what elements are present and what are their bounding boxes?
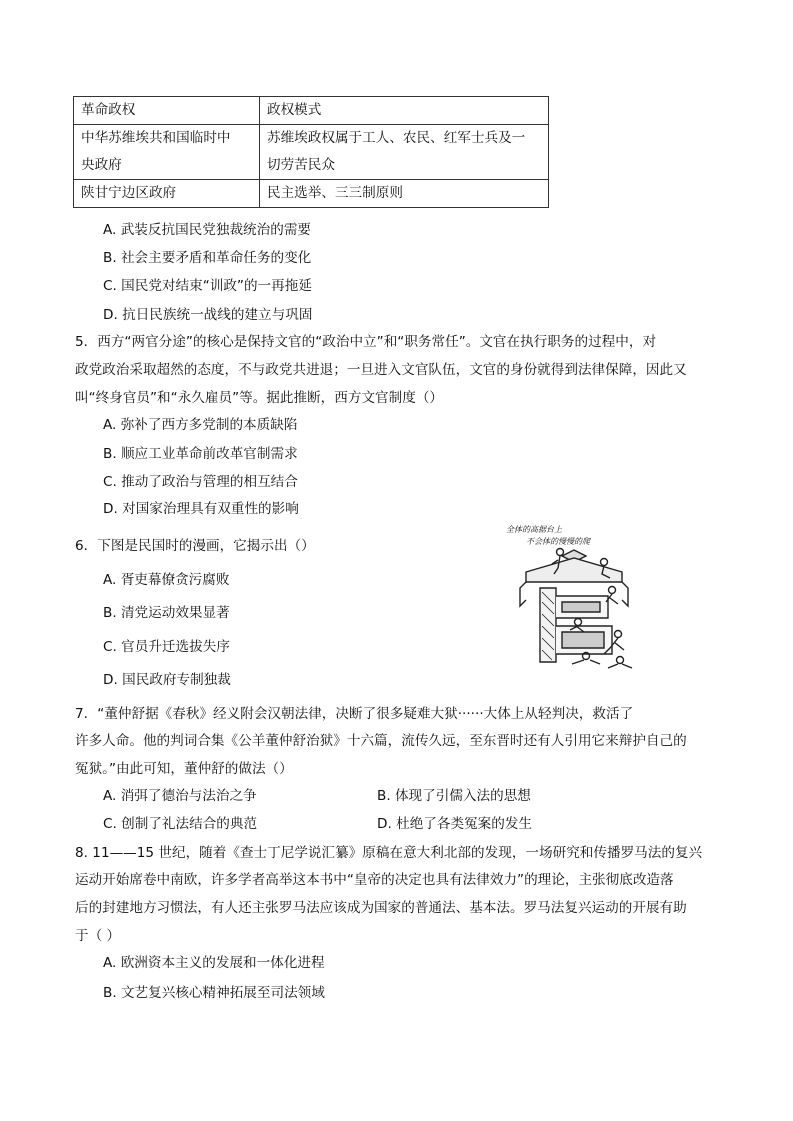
q8-option-a: A. 欧洲资本主义的发展和一体化进程 [103, 955, 325, 971]
q7-option-d: D. 杜绝了各类冤案的发生 [377, 816, 533, 832]
q7-stem-line: 冤狱。”由此可知，董仲舒的做法（） [75, 761, 293, 777]
q7-option-c: C. 创制了礼法结合的典范 [103, 816, 258, 832]
q8-stem-line: 运动开始席卷中南欧，许多学者高举这本书中“皇帝的决定也具有法律效力”的理论，主张彻底改造落 [75, 872, 674, 888]
cartoon-caption-line: 全体的高据台上 [506, 525, 562, 534]
q6-option-c: C. 官员升迁选拔失序 [103, 639, 230, 655]
q6-option-a: A. 胥吏幕僚贪污腐败 [103, 572, 230, 588]
table-row [74, 180, 549, 208]
q7-option-b: B. 体现了引儒入法的思想 [377, 788, 531, 804]
table-cell: 陕甘宁边区政府 [74, 180, 260, 208]
q4-option-c: C. 国民党对结束“训政”的一再拖延 [103, 278, 312, 294]
regime-table [73, 96, 549, 208]
q5-option-d: D. 对国家治理具有双重性的影响 [103, 501, 299, 517]
q5-stem-line: 叫“终身官员”和“永久雇员”等。据此推断，西方文官制度（） [75, 390, 444, 406]
q5-stem-line: 5．西方“两官分途”的核心是保持文官的“政治中立”和“职务常任”。文官在执行职务的过程中，对 [75, 334, 657, 350]
table-cell-line: 苏维埃政权属于工人、农民、红军士兵及一 [267, 130, 526, 146]
table-cell-line: 中华苏维埃共和国临时中 [81, 130, 231, 146]
table-cell [260, 125, 549, 180]
q5-option-b: B. 顺应工业革命前改革官制需求 [103, 446, 298, 462]
q6-option-d: D. 国民政府专制独裁 [103, 672, 231, 688]
table-header-row [74, 97, 549, 125]
q8-stem-line: 于（ ） [75, 928, 121, 944]
q6-stem: 6．下图是民国时的漫画，它揭示出（） [75, 538, 315, 554]
q8-stem-line: 8. 11——15 世纪，随着《查士丁尼学说汇纂》原稿在意大利北部的发现，一场研究和传播罗马法的复兴 [75, 845, 703, 861]
q7-option-a: A. 消弭了德治与法治之争 [103, 788, 257, 804]
q4-option-b: B. 社会主要矛盾和革命任务的变化 [103, 250, 312, 266]
table-row [74, 125, 549, 180]
cartoon-caption-line: 不会体的慢慢的爬 [526, 537, 590, 546]
q5-option-a: A. 弥补了西方多党制的本质缺陷 [103, 417, 298, 433]
table-cell-line: 央政府 [81, 157, 122, 173]
table-cell-line: 切劳苦民众 [267, 157, 335, 173]
table-header-cell: 革命政权 [74, 97, 260, 125]
official-character-drawing [500, 522, 648, 672]
q7-stem-line: 7．“董仲舒据《春秋》经义附会汉朝法律，决断了很多疑难大狱······大体上从轻判决，救活了 [75, 706, 634, 722]
table-cell [74, 125, 260, 180]
cartoon-image [500, 522, 648, 672]
q5-option-c: C. 推动了政治与管理的相互结合 [103, 474, 298, 490]
q8-option-b: B. 文艺复兴核心精神拓展至司法领域 [103, 985, 325, 1001]
q8-stem-line: 后的封建地方习惯法，有人还主张罗马法应该成为国家的普通法、基本法。罗马法复兴运动的开展有助 [75, 900, 687, 916]
q5-stem-line: 政党政治采取超然的态度，不与政党共进退；一旦进入文官队伍，文官的身份就得到法律保障，因此又 [75, 362, 687, 378]
q4-option-d: D. 抗日民族统一战线的建立与巩固 [103, 307, 313, 323]
table-cell: 民主选举、三三制原则 [260, 180, 549, 208]
table-header-cell: 政权模式 [260, 97, 549, 125]
q7-stem-line: 许多人命。他的判词合集《公羊董仲舒治狱》十六篇，流传久远，至东晋时还有人引用它来辩护自己的 [75, 733, 687, 749]
q6-option-b: B. 清党运动效果显著 [103, 605, 230, 621]
q4-option-a: A. 武装反抗国民党独裁统治的需要 [103, 222, 312, 238]
